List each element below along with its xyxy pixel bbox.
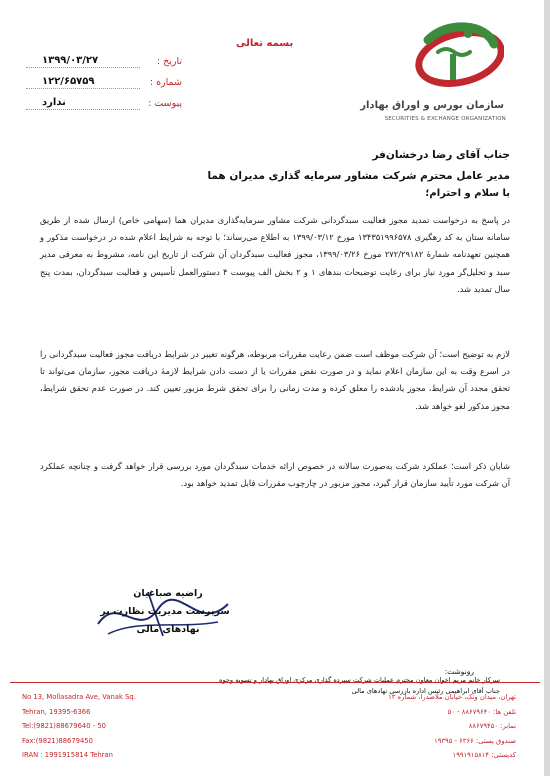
dotted-line xyxy=(26,67,140,68)
addressee-title: مدیر عامل محترم شرکت مشاور سرمایه گذاری مدیران هما xyxy=(207,170,510,182)
footer-en-tel: Tel:(9821)88679640 - 50 xyxy=(22,722,106,730)
salutation: با سلام و احترام؛ xyxy=(425,188,510,199)
number-label: شماره : xyxy=(149,77,182,88)
number-row xyxy=(22,77,182,98)
signer-name: راضیه صباغیان xyxy=(133,588,203,599)
footer-divider xyxy=(10,682,540,683)
addressee xyxy=(50,145,510,187)
footer-en-city: Tehran, 19395-6366 xyxy=(22,707,91,716)
signer-title-line1: سرپرست مدیریت نظارت بر xyxy=(100,606,230,617)
date-label: تاریخ : xyxy=(156,56,182,67)
cc-recipient-2: جناب آقای ابراهیمی رئیس اداره بازرسی نهادهای مالی xyxy=(351,687,500,695)
footer-en-postal: IRAN : 1991915814 Tehran xyxy=(22,751,113,759)
cc-recipient-1: سرکار خانم مریم اخوان معاون محترم عملیات شرکت سپرده گذاری مرکزی اوراق بهادار و تسویه وجوه xyxy=(219,676,500,684)
number-value: ۱۲۲/۶۵۷۵۹ xyxy=(42,76,95,87)
letter-meta xyxy=(22,56,182,119)
footer-en-street: No 13, Mollasadra Ave, Vanak Sq. xyxy=(22,693,136,701)
footer-fa-tel: تلفن ها: ۸۸۶۷۹۶۴۰ - ۵۰ xyxy=(447,707,516,716)
paragraph-3: شایان ذکر است؛ عملکرد شرکت به‌صورت سالانه در خصوص ارائه خدمات سبدگردان مورد بررسی قرار خواهد گرفت و چنانچه عملکرد آن شرکت مورد تأیید سازمان قرار گیرد، مجوز مزبور در چارچوب مقررات قابل تمدید خواهد بود. xyxy=(40,461,510,489)
org-logo xyxy=(360,18,512,126)
footer-address-en xyxy=(22,690,136,763)
date-value: ۱۳۹۹/۰۳/۲۷ xyxy=(42,55,99,66)
footer-fa-fax: نمابر: ۸۸۶۷۹۴۵۰ xyxy=(468,722,516,730)
dotted-line xyxy=(26,88,140,89)
page-edge-shadow xyxy=(544,0,550,776)
footer-fa-pobox: صندوق پستی: ۶۳۶۶ - ۱۹۳۹۵ xyxy=(434,736,516,745)
attachment-value: ندارد xyxy=(42,97,66,108)
footer-address-fa xyxy=(388,690,516,763)
attachment-row xyxy=(22,98,182,119)
org-name-fa: سازمان بورس و اوراق بهادار xyxy=(360,100,504,111)
basmala: بسمه تعالی xyxy=(236,38,294,49)
footer-en-fax: Fax:(9821)88679450 xyxy=(22,736,93,745)
addressee-name: جناب آقای رضا درخشان‌فر xyxy=(372,149,510,161)
paragraph-1: در پاسخ به درخواست تمدید مجوز فعالیت سبدگردانی شرکت مشاور سرمایه‌گذاری مدیران هما (سهامی خاص) ارسال شده از طریق سامانه ستان به کد رهگیری ۱۳۴۳۵۱۹۹۶۵۷۸ مورخ ۱۳۹۹/۰۳/۱۲ به اطلاع می‌رساند؛ با توجه به شرایط اعلام شده در درخواست مذکور و همچنین تعهدنامه شمارهٔ ۲۷۲/۲۹۱۸۲ مورخ ۱۳۹۹/۰۳/۲۶، مجوز فعالیت سبدگردان آن شرکت از تاریخ این نامه، مشروط به معرفی مدیر سبد و تحلیل‌گر مورد نیاز برای رعایت توضیحات بندهای ۱ و ۲ بخش الف پیوست ۴ دستورالعمل تأسیس و فعالیت سبدگردان، بمدت پنج سال تمدید شد. xyxy=(40,215,510,294)
dotted-line xyxy=(26,109,140,110)
attachment-label: پیوست : xyxy=(148,98,182,109)
paragraph-2: لازم به توضیح است؛ آن شرکت موظف است ضمن رعایت مقررات مربوطه، هرگونه تغییر در شرایط دریافت مجوز فعالیت سبدگردانی را در اسرع وقت به این سازمان اعلام نماید و در صورت نقض مقررات یا از دست دادن شرایط لازمهٔ دریافت مجوز، سازمان می‌تواند تا تحقق مجدد آن شرایط، مجوز یادشده را معلق کرده و مدت زمانی را برای تحقق شرط مزبور تعیین کند. در صورت عدم تحقق شرایط، مجوز مذکور لغو خواهد شد. xyxy=(40,349,510,411)
cc-label: رونوشت: xyxy=(444,667,474,676)
footer-fa-postal: کدپستی: ۱۹۹۱۹۱۵۸۱۴ xyxy=(452,751,516,759)
date-row xyxy=(22,56,182,77)
signer-title-line2: نهادهای مالی xyxy=(136,624,200,635)
footer-fa-street: تهران، میدان ونک، خیابان ملاصدرا، شماره ۱۳ xyxy=(388,693,516,701)
org-name-en: SECURITIES & EXCHANGE ORGANIZATION xyxy=(384,116,506,122)
seo-emblem-icon xyxy=(408,18,504,98)
